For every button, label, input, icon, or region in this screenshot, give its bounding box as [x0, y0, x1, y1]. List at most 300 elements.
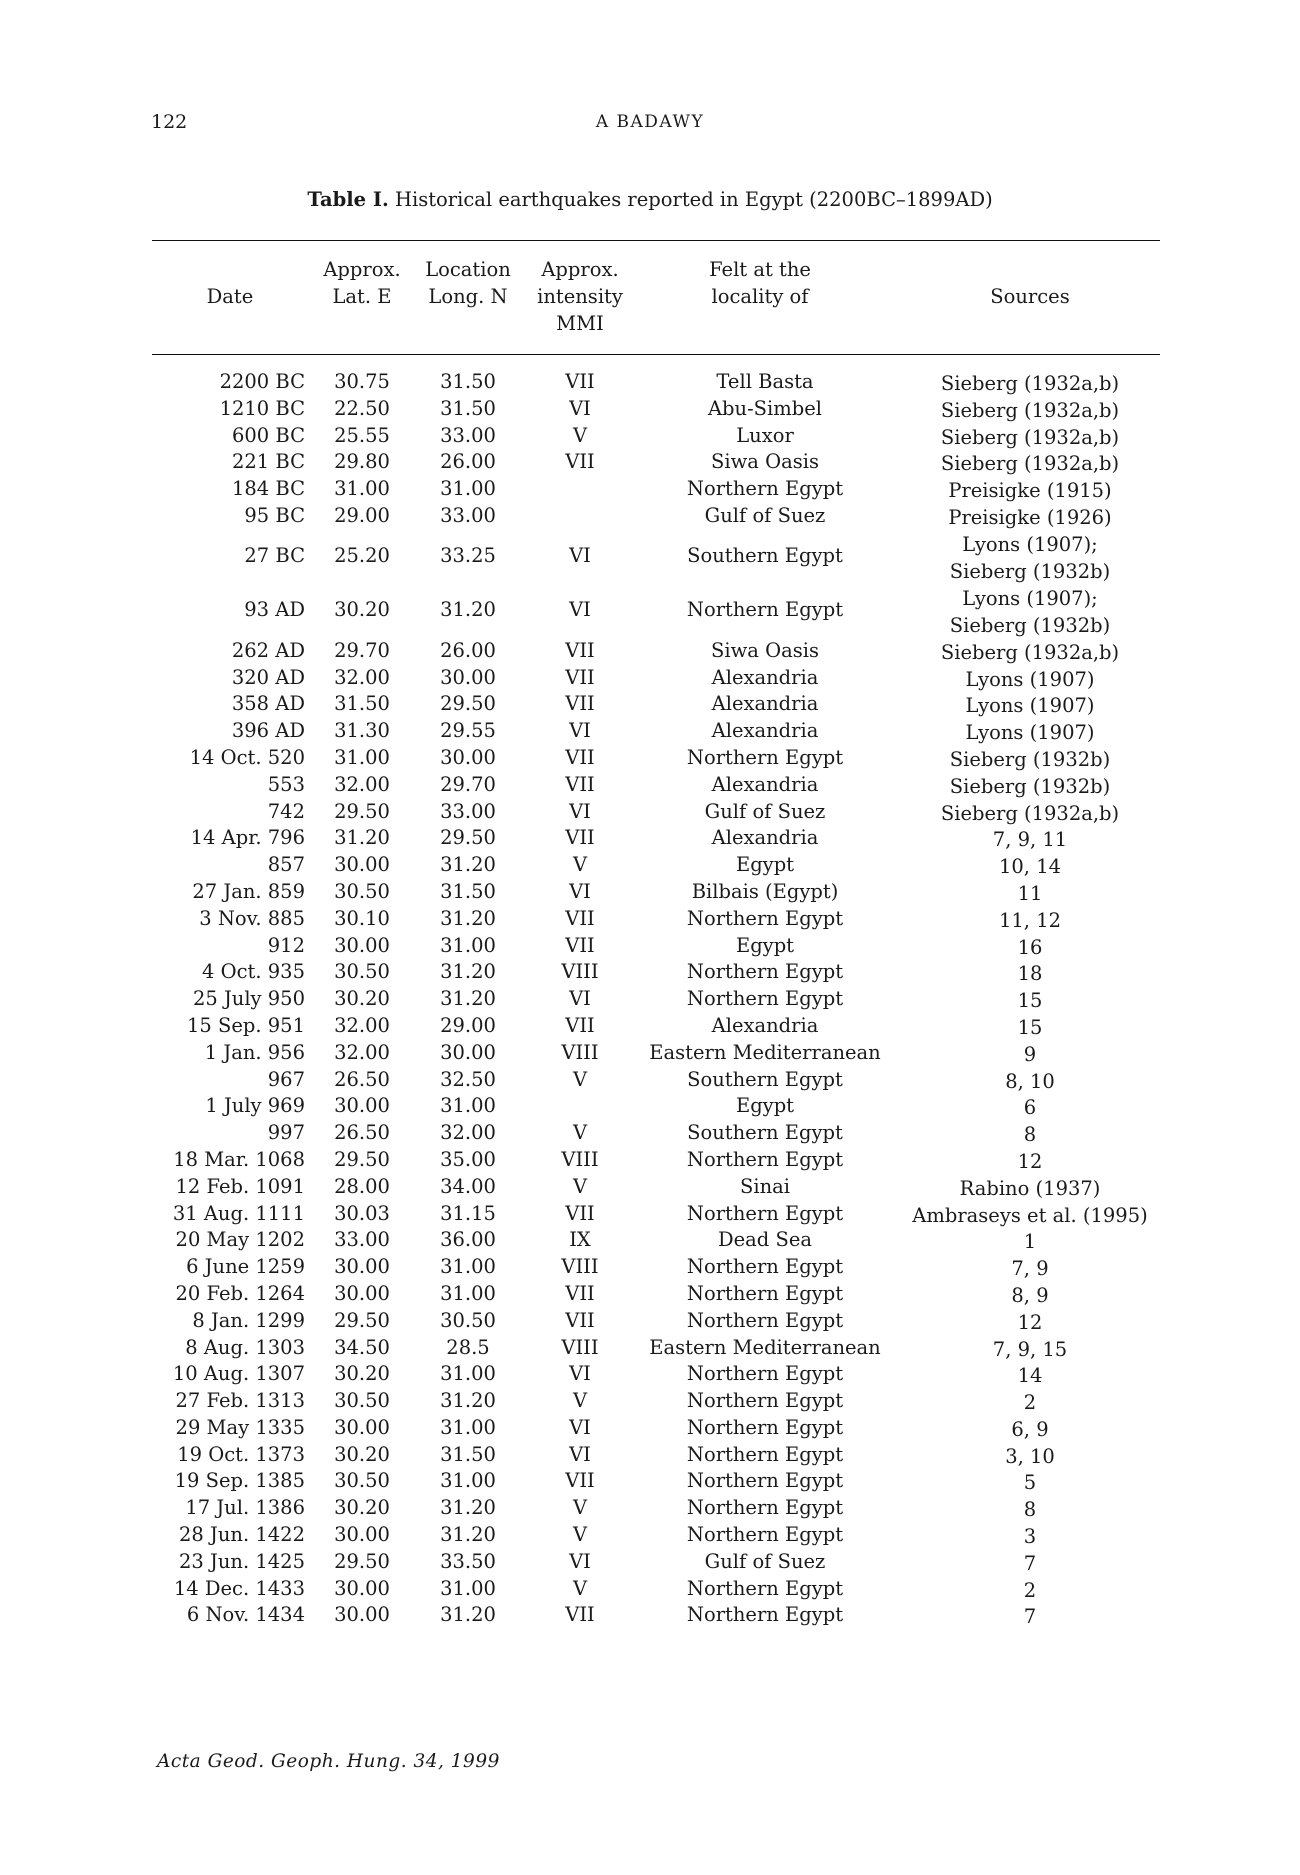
page-footer: Acta Geod. Geoph. Hung. 34, 1999 — [157, 1751, 500, 1772]
cell-long: 33.00 — [440, 423, 496, 447]
source-line: Sieberg (1932a,b) — [940, 398, 1120, 422]
cell-lat: 30.00 — [334, 853, 390, 877]
cell-long: 33.50 — [440, 1549, 496, 1573]
column-header-long — [418, 256, 518, 310]
table-row — [0, 826, 1300, 853]
cell-lat: 30.50 — [334, 1389, 390, 1413]
table-row — [0, 1255, 1300, 1282]
source-line: Rabino (1937) — [959, 1176, 1101, 1200]
header-line: Felt at the — [709, 258, 811, 281]
cell-intensity: VI — [569, 879, 591, 903]
cell-felt-locality: Northern Egypt — [686, 1147, 844, 1171]
cell-intensity: VIII — [561, 1255, 599, 1279]
cell-long: 32.50 — [440, 1067, 496, 1091]
table-row — [0, 504, 1300, 531]
source-line: 3 — [1023, 1525, 1037, 1549]
table-row — [0, 907, 1300, 934]
cell-intensity: VII — [565, 665, 595, 689]
cell-long: 31.00 — [440, 1362, 496, 1386]
table-caption-text: Historical earthquakes reported in Egypt (2200BC–1899AD) — [394, 188, 993, 211]
cell-felt-locality: Abu-Simbel — [707, 396, 823, 420]
cell-long: 31.50 — [440, 1442, 496, 1466]
table-row — [0, 1309, 1300, 1336]
cell-sources — [900, 1389, 1160, 1416]
table-row — [0, 1416, 1300, 1443]
cell-lat: 29.70 — [334, 638, 390, 662]
cell-felt-locality: Luxor — [736, 423, 794, 447]
cell-intensity: V — [572, 1067, 588, 1091]
cell-date: 320 AD — [231, 665, 305, 689]
table-row — [0, 1603, 1300, 1630]
source-line: 15 — [1017, 1015, 1043, 1039]
cell-long: 31.20 — [440, 906, 496, 930]
cell-felt-locality: Northern Egypt — [686, 597, 844, 621]
table-row — [0, 1094, 1300, 1121]
cell-date: 25 July 950 — [192, 987, 305, 1011]
cell-lat: 30.00 — [334, 1576, 390, 1600]
cell-long: 31.20 — [440, 1603, 496, 1627]
source-line: Sieberg (1932a,b) — [940, 425, 1120, 449]
cell-lat: 31.50 — [334, 692, 390, 716]
cell-intensity: VII — [565, 772, 595, 796]
source-line: 6, 9 — [1011, 1417, 1049, 1441]
cell-felt-locality: Egypt — [735, 853, 795, 877]
cell-felt-locality: Northern Egypt — [686, 960, 844, 984]
cell-felt-locality: Bilbais (Egypt) — [691, 879, 839, 903]
cell-date: 14 Apr. 796 — [190, 826, 305, 850]
cell-long: 29.50 — [440, 826, 496, 850]
cell-intensity: VII — [565, 906, 595, 930]
cell-lat: 26.50 — [334, 1067, 390, 1091]
source-line: Sieberg (1932b) — [949, 747, 1111, 771]
cell-date: 857 — [267, 853, 305, 877]
cell-date: 17 Jul. 1386 — [185, 1496, 305, 1520]
cell-date: 18 Mar. 1068 — [173, 1147, 305, 1171]
cell-date: 8 Aug. 1303 — [185, 1335, 305, 1359]
cell-date: 12 Feb. 1091 — [175, 1174, 305, 1198]
table-row — [0, 800, 1300, 827]
cell-lat: 26.50 — [334, 1121, 390, 1145]
table-row — [0, 1389, 1300, 1416]
source-line: 8 — [1023, 1498, 1037, 1522]
cell-felt-locality: Southern Egypt — [687, 1121, 843, 1145]
cell-date: 553 — [267, 772, 305, 796]
cell-date: 184 BC — [231, 477, 305, 501]
source-line: 3, 10 — [1005, 1444, 1055, 1468]
page-number: 122 — [151, 111, 188, 133]
cell-felt-locality: Northern Egypt — [686, 1281, 844, 1305]
cell-sources — [900, 1041, 1160, 1068]
cell-long: 31.20 — [440, 1389, 496, 1413]
source-line: Preisigke (1926) — [948, 505, 1112, 529]
cell-long: 35.00 — [440, 1147, 496, 1171]
cell-date: 19 Sep. 1385 — [174, 1469, 305, 1493]
cell-date: 262 AD — [231, 638, 305, 662]
cell-date: 31 Aug. 1111 — [172, 1201, 305, 1225]
cell-felt-locality: Southern Egypt — [687, 543, 843, 567]
cell-felt-locality: Sinai — [739, 1174, 791, 1198]
source-line: Sieberg (1932b) — [949, 559, 1111, 583]
cell-date: 27 BC — [244, 543, 305, 567]
cell-felt-locality: Northern Egypt — [686, 987, 844, 1011]
table-row — [0, 1014, 1300, 1041]
source-line: Sieberg (1932a,b) — [940, 452, 1120, 476]
table-row — [0, 692, 1300, 719]
cell-lat: 31.00 — [334, 477, 390, 501]
cell-lat: 25.20 — [334, 543, 390, 567]
table-row — [0, 666, 1300, 693]
cell-date: 1 Jan. 956 — [204, 1040, 305, 1064]
cell-lat: 32.00 — [334, 665, 390, 689]
cell-intensity: VII — [565, 1201, 595, 1225]
cell-intensity: VII — [565, 826, 595, 850]
cell-sources — [900, 773, 1160, 800]
cell-sources — [900, 1255, 1160, 1282]
cell-sources — [900, 826, 1160, 853]
cell-sources — [900, 1094, 1160, 1121]
cell-intensity: VIII — [561, 1335, 599, 1359]
cell-date: 28 Jun. 1422 — [179, 1523, 305, 1547]
cell-date: 6 Nov. 1434 — [186, 1603, 305, 1627]
cell-lat: 32.00 — [334, 772, 390, 796]
cell-date: 15 Sep. 951 — [186, 1013, 305, 1037]
cell-lat: 30.00 — [334, 933, 390, 957]
cell-intensity: VI — [569, 719, 591, 743]
cell-felt-locality: Northern Egypt — [686, 745, 844, 769]
column-header-date — [190, 283, 270, 310]
source-line: 7, 9, 15 — [992, 1337, 1068, 1361]
table-row — [0, 719, 1300, 746]
cell-long: 31.20 — [440, 853, 496, 877]
cell-felt-locality: Northern Egypt — [686, 1389, 844, 1413]
cell-intensity: VII — [565, 1281, 595, 1305]
source-line: 5 — [1023, 1471, 1037, 1495]
cell-felt-locality: Northern Egypt — [686, 1308, 844, 1332]
cell-long: 31.00 — [440, 1094, 496, 1118]
cell-date: 95 BC — [244, 503, 305, 527]
cell-sources — [900, 1603, 1160, 1630]
cell-long: 31.20 — [440, 960, 496, 984]
cell-intensity: VII — [565, 370, 595, 393]
source-line: 2 — [1023, 1578, 1037, 1602]
source-line: 2 — [1023, 1391, 1037, 1415]
cell-felt-locality: Northern Egypt — [686, 1415, 844, 1439]
header-line: MMI — [556, 312, 604, 335]
cell-felt-locality: Northern Egypt — [686, 1469, 844, 1493]
cell-intensity: VI — [569, 1415, 591, 1439]
cell-date: 967 — [267, 1067, 305, 1091]
column-header-intensity — [528, 256, 632, 337]
cell-sources — [900, 531, 1160, 585]
cell-sources — [900, 424, 1160, 451]
cell-lat: 32.00 — [334, 1040, 390, 1064]
cell-sources — [900, 1068, 1160, 1095]
cell-lat: 30.50 — [334, 879, 390, 903]
cell-felt-locality: Siwa Oasis — [711, 638, 819, 662]
cell-felt-locality: Southern Egypt — [687, 1067, 843, 1091]
cell-sources — [900, 639, 1160, 666]
table-row — [0, 424, 1300, 451]
cell-intensity: VII — [565, 1308, 595, 1332]
table-row — [0, 450, 1300, 477]
cell-lat: 34.50 — [334, 1335, 390, 1359]
table-row — [0, 934, 1300, 961]
cell-felt-locality: Dead Sea — [717, 1228, 812, 1252]
cell-sources — [900, 853, 1160, 880]
table-row — [0, 1443, 1300, 1470]
cell-intensity: VI — [569, 1362, 591, 1386]
cell-long: 36.00 — [440, 1228, 496, 1252]
cell-sources — [900, 370, 1160, 397]
cell-sources — [900, 666, 1160, 693]
cell-felt-locality: Northern Egypt — [686, 1442, 844, 1466]
cell-lat: 32.00 — [334, 1013, 390, 1037]
table-row — [0, 1041, 1300, 1068]
cell-lat: 30.20 — [334, 1362, 390, 1386]
cell-long: 34.00 — [440, 1174, 496, 1198]
source-line: Sieberg (1932b) — [949, 774, 1111, 798]
cell-long: 33.00 — [440, 503, 496, 527]
source-line: Lyons (1907) — [965, 721, 1095, 745]
source-line: Sieberg (1932a,b) — [940, 640, 1120, 664]
cell-sources — [900, 1282, 1160, 1309]
cell-date: 600 BC — [231, 423, 305, 447]
header-line: Approx. — [541, 258, 619, 281]
cell-date: 93 AD — [244, 597, 305, 621]
source-line: 7 — [1023, 1605, 1037, 1629]
source-line: 11 — [1017, 881, 1043, 905]
cell-felt-locality: Eastern Mediterranean — [649, 1040, 881, 1064]
header-line: Location — [425, 258, 511, 281]
source-line: Lyons (1907); — [962, 532, 1098, 556]
cell-sources — [900, 1416, 1160, 1443]
cell-intensity: VII — [565, 1603, 595, 1627]
cell-felt-locality: Northern Egypt — [686, 1496, 844, 1520]
cell-felt-locality: Alexandria — [711, 772, 819, 796]
cell-felt-locality: Northern Egypt — [686, 906, 844, 930]
cell-lat: 30.20 — [334, 597, 390, 621]
source-line: 14 — [1017, 1364, 1043, 1388]
cell-date: 29 May 1335 — [175, 1415, 305, 1439]
cell-long: 31.20 — [440, 1496, 496, 1520]
header-line: Lat. E — [332, 285, 392, 308]
cell-sources — [900, 1148, 1160, 1175]
cell-intensity: VII — [565, 933, 595, 957]
cell-felt-locality: Northern Egypt — [686, 1201, 844, 1225]
cell-felt-locality: Eastern Mediterranean — [649, 1335, 881, 1359]
cell-lat: 30.20 — [334, 1496, 390, 1520]
cell-date: 1210 BC — [219, 396, 305, 420]
cell-date: 2200 BC — [219, 370, 305, 393]
source-line: Sieberg (1932a,b) — [940, 372, 1120, 395]
table-row — [0, 1550, 1300, 1577]
cell-date: 14 Oct. 520 — [189, 745, 305, 769]
cell-felt-locality: Gulf of Suez — [704, 1549, 826, 1573]
cell-intensity: VI — [569, 799, 591, 823]
table-body — [0, 370, 1300, 1630]
cell-felt-locality: Northern Egypt — [686, 1255, 844, 1279]
cell-lat: 30.50 — [334, 1469, 390, 1493]
header-line: locality of — [711, 285, 809, 308]
cell-sources — [900, 1550, 1160, 1577]
cell-lat: 30.00 — [334, 1415, 390, 1439]
cell-intensity: VII — [565, 1469, 595, 1493]
cell-long: 26.00 — [440, 450, 496, 474]
cell-sources — [900, 746, 1160, 773]
header-line: Long. N — [428, 285, 508, 308]
cell-lat: 29.00 — [334, 503, 390, 527]
table-row — [0, 1202, 1300, 1229]
cell-sources — [900, 397, 1160, 424]
header-line: intensity — [537, 285, 623, 308]
cell-intensity: VI — [569, 987, 591, 1011]
cell-sources — [900, 1336, 1160, 1363]
cell-intensity: V — [572, 1576, 588, 1600]
cell-intensity: VII — [565, 1013, 595, 1037]
source-line: 1 — [1023, 1230, 1037, 1254]
cell-date: 997 — [267, 1121, 305, 1145]
table-row — [0, 397, 1300, 424]
cell-sources — [900, 719, 1160, 746]
table-row — [0, 1121, 1300, 1148]
cell-sources — [900, 987, 1160, 1014]
table-caption-label: Table I. — [307, 188, 389, 211]
cell-lat: 31.00 — [334, 745, 390, 769]
cell-long: 29.00 — [440, 1013, 496, 1037]
source-line: 8, 10 — [1005, 1069, 1055, 1093]
cell-date: 20 May 1202 — [175, 1228, 305, 1252]
cell-sources — [900, 907, 1160, 934]
cell-lat: 30.00 — [334, 1094, 390, 1118]
cell-sources — [900, 1228, 1160, 1255]
cell-long: 31.50 — [440, 879, 496, 903]
cell-long: 29.50 — [440, 692, 496, 716]
cell-intensity: V — [572, 1389, 588, 1413]
cell-lat: 30.00 — [334, 1255, 390, 1279]
cell-sources — [900, 1469, 1160, 1496]
cell-intensity: VI — [569, 543, 591, 567]
cell-intensity: VIII — [561, 1040, 599, 1064]
cell-long: 30.00 — [440, 745, 496, 769]
cell-sources — [900, 1014, 1160, 1041]
table-row — [0, 531, 1300, 585]
cell-sources — [900, 1121, 1160, 1148]
source-line: 16 — [1017, 935, 1043, 959]
table-row — [0, 1336, 1300, 1363]
source-line: 12 — [1017, 1149, 1043, 1173]
table-header-rule — [152, 354, 1160, 355]
cell-lat: 30.00 — [334, 1603, 390, 1627]
cell-lat: 25.55 — [334, 423, 390, 447]
cell-lat: 30.20 — [334, 987, 390, 1011]
cell-felt-locality: Alexandria — [711, 665, 819, 689]
source-line: 7, 9 — [1011, 1257, 1049, 1281]
cell-long: 28.5 — [446, 1335, 490, 1359]
table-row — [0, 1228, 1300, 1255]
cell-date: 1 July 969 — [205, 1094, 305, 1118]
cell-sources — [900, 1443, 1160, 1470]
table-caption — [0, 188, 1300, 211]
table-row — [0, 746, 1300, 773]
cell-intensity: VI — [569, 1549, 591, 1573]
cell-long: 33.00 — [440, 799, 496, 823]
cell-date: 358 AD — [231, 692, 305, 716]
table-row — [0, 1282, 1300, 1309]
cell-long: 33.25 — [440, 543, 496, 567]
cell-felt-locality: Northern Egypt — [686, 1603, 844, 1627]
cell-long: 31.50 — [440, 370, 496, 393]
source-line: 10, 14 — [998, 855, 1062, 879]
table-row — [0, 1362, 1300, 1389]
table-row — [0, 1148, 1300, 1175]
cell-long: 31.20 — [440, 987, 496, 1011]
cell-intensity: VII — [565, 450, 595, 474]
source-line: 12 — [1017, 1310, 1043, 1334]
cell-date: 27 Feb. 1313 — [175, 1389, 305, 1413]
cell-sources — [900, 1309, 1160, 1336]
cell-felt-locality: Alexandria — [711, 1013, 819, 1037]
cell-lat: 28.00 — [334, 1174, 390, 1198]
cell-felt-locality: Alexandria — [711, 826, 819, 850]
cell-sources — [900, 1202, 1160, 1229]
table-row — [0, 1577, 1300, 1604]
cell-intensity: VIII — [561, 1147, 599, 1171]
column-header-sources — [960, 283, 1100, 310]
cell-date: 912 — [267, 933, 305, 957]
cell-long: 26.00 — [440, 638, 496, 662]
table-row — [0, 639, 1300, 666]
cell-long: 31.20 — [440, 1523, 496, 1547]
cell-lat: 29.50 — [334, 1147, 390, 1171]
cell-date: 221 BC — [231, 450, 305, 474]
cell-lat: 29.50 — [334, 799, 390, 823]
source-line: 9 — [1023, 1042, 1037, 1066]
source-line: 8, 9 — [1011, 1283, 1049, 1307]
cell-long: 31.00 — [440, 1469, 496, 1493]
column-header-lat — [315, 256, 409, 310]
table-row — [0, 1068, 1300, 1095]
cell-lat: 30.10 — [334, 906, 390, 930]
table-row — [0, 853, 1300, 880]
source-line: 6 — [1023, 1096, 1037, 1120]
source-line: 11, 12 — [998, 908, 1062, 932]
table-row — [0, 1175, 1300, 1202]
cell-date: 4 Oct. 935 — [202, 960, 305, 984]
source-line: Sieberg (1932b) — [949, 613, 1111, 637]
cell-date: 396 AD — [231, 719, 305, 743]
cell-intensity: V — [572, 423, 588, 447]
cell-sources — [900, 1362, 1160, 1389]
cell-intensity: VII — [565, 745, 595, 769]
cell-lat: 30.03 — [334, 1201, 390, 1225]
cell-long: 31.00 — [440, 1255, 496, 1279]
cell-lat: 22.50 — [334, 396, 390, 420]
cell-intensity: IX — [569, 1228, 591, 1252]
cell-intensity: VI — [569, 396, 591, 420]
cell-long: 29.70 — [440, 772, 496, 796]
cell-long: 30.00 — [440, 1040, 496, 1064]
source-line: 7 — [1023, 1551, 1037, 1575]
cell-long: 31.15 — [440, 1201, 496, 1225]
cell-date: 19 Oct. 1373 — [177, 1442, 305, 1466]
cell-lat: 31.30 — [334, 719, 390, 743]
cell-lat: 33.00 — [334, 1228, 390, 1252]
header-line: Sources — [990, 285, 1070, 308]
cell-felt-locality: Tell Basta — [716, 370, 814, 393]
cell-lat: 29.80 — [334, 450, 390, 474]
cell-felt-locality: Gulf of Suez — [704, 799, 826, 823]
cell-felt-locality: Egypt — [735, 933, 795, 957]
